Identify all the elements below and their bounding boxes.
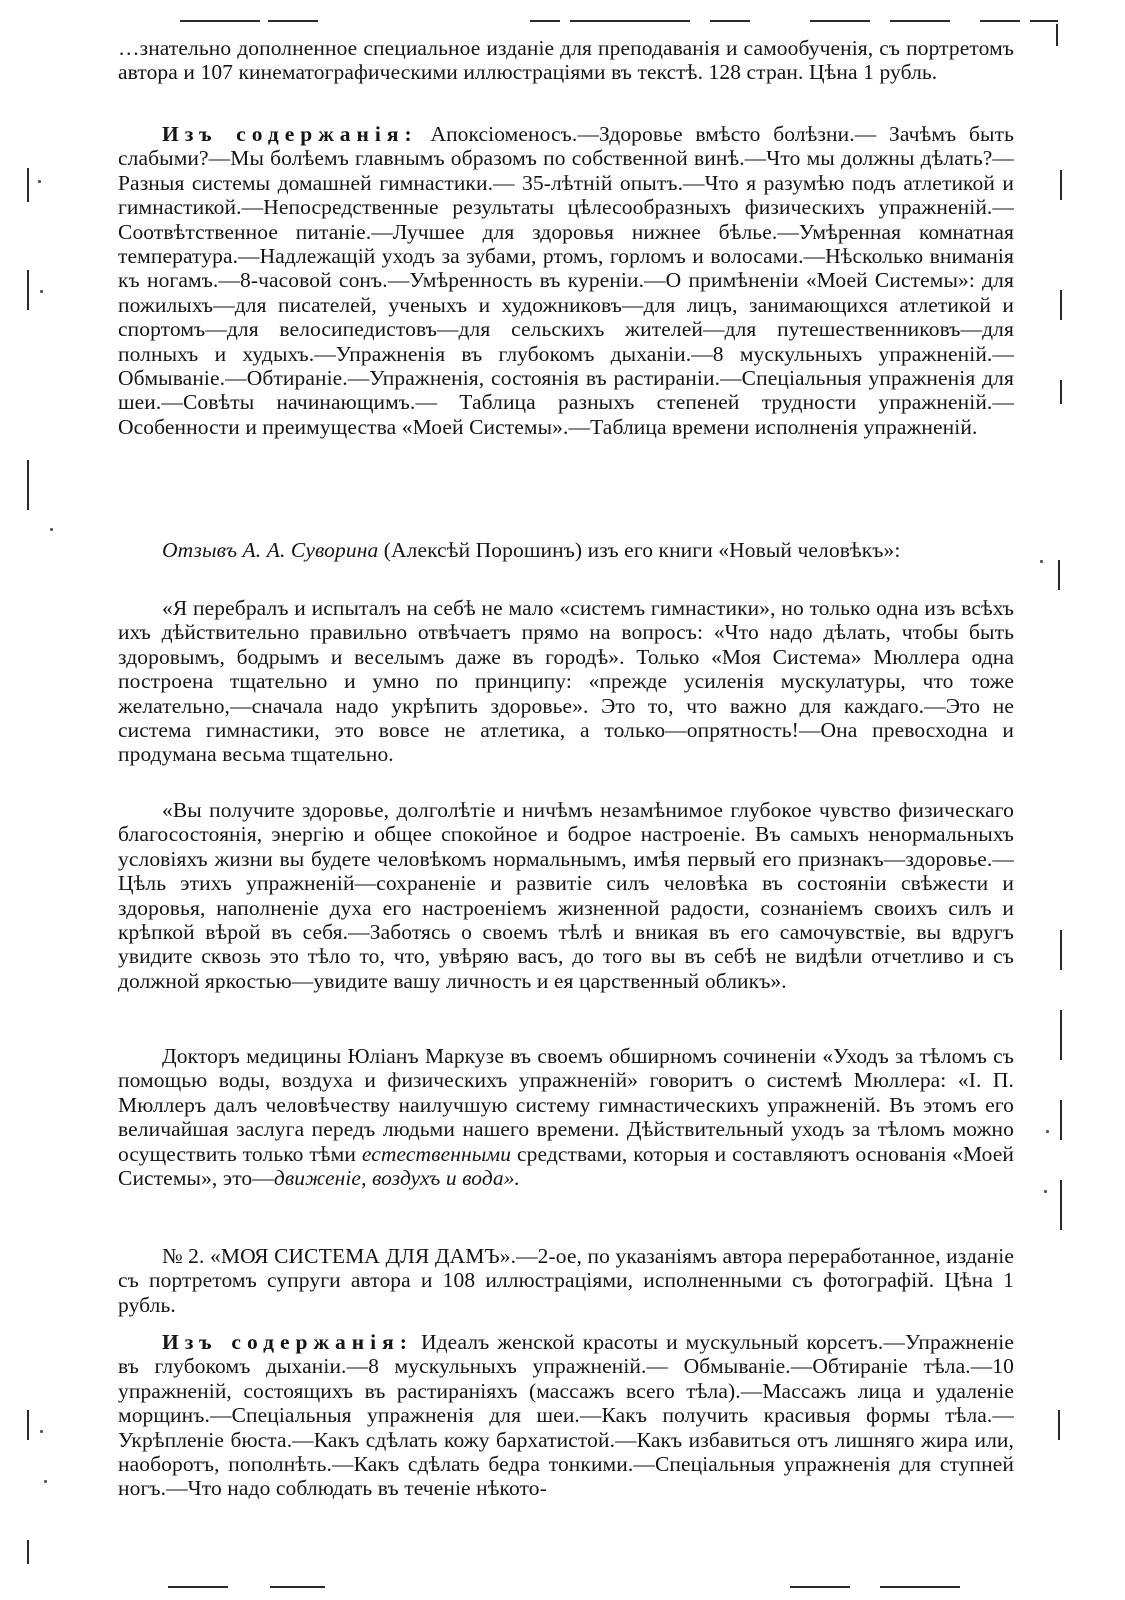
margin-mark bbox=[27, 1540, 29, 1564]
top-fragment-text: …знательно дополненное специальное изданіе для преподаванія и самообученія, съ портретомъ автора и 107 кинематографическими иллюстраціями въ текстѣ. 128 стран. Цѣна 1 рубль. bbox=[118, 36, 1014, 85]
scan-dash bbox=[268, 20, 318, 22]
contents-paragraph-1 bbox=[118, 122, 1014, 439]
speck bbox=[1046, 1130, 1049, 1133]
speck bbox=[40, 1430, 43, 1433]
scan-dash bbox=[890, 20, 950, 22]
scan-dash bbox=[270, 1586, 325, 1588]
doctor-italic-1: естественными bbox=[361, 1141, 512, 1166]
book-2-section bbox=[118, 1244, 1014, 1317]
contents-text-2: Идеалъ женской красоты и мускульный корсетъ.—Упражненіе въ глубокомъ дыханіи.—8 мускульныхъ упражненій.— Обмываніе.—Обтираніе тѣла.—10 упражненій, состоящихъ въ растираніяхъ (массажъ всего тѣла).—Массажъ лица и удаленіе морщинъ.—Спеціальныя упражненія для шеи.—Какъ получить красивыя формы тѣла.—Укрѣпленіе бюста.—Какъ сдѣлать кожу бархатистой.—Какъ избавиться отъ лишняго жира или, наоборотъ, пополнѣть.—Какъ сдѣлать бедра тонкими.—Спеціальныя упражненія для ступней ногъ.—Что надо соблюдать въ теченіе нѣкото- bbox=[118, 1330, 1014, 1501]
speck bbox=[38, 180, 41, 183]
scan-line bbox=[1056, 24, 1058, 46]
margin-mark bbox=[1060, 930, 1062, 970]
scan-dash bbox=[880, 1586, 960, 1588]
scan-dash bbox=[980, 20, 1020, 22]
margin-mark bbox=[1058, 1410, 1060, 1440]
review-source: (Алексѣй Порошинъ) изъ его книги «Новый человѣкъ»: bbox=[383, 538, 901, 562]
doctor-text-2: средствами, которыя и составляютъ основанія «Моей Системы», это— bbox=[118, 1141, 1014, 1191]
scan-dash bbox=[180, 20, 260, 22]
review-section bbox=[118, 538, 1014, 562]
scan-dash bbox=[168, 1586, 228, 1588]
scan-dash bbox=[810, 20, 870, 22]
contents-section-1 bbox=[118, 122, 1014, 439]
speck bbox=[50, 528, 53, 531]
speck bbox=[1044, 1190, 1047, 1193]
doctor-paragraph bbox=[118, 1044, 1014, 1190]
margin-mark bbox=[1060, 1100, 1062, 1140]
margin-mark bbox=[1060, 170, 1062, 200]
scan-dash bbox=[790, 1586, 850, 1588]
margin-mark bbox=[1060, 1180, 1062, 1230]
contents-section-2 bbox=[118, 1330, 1014, 1501]
scan-dash bbox=[710, 20, 750, 22]
quote-1: «Я перебралъ и испыталъ на себѣ не мало «системъ гимнастики», но только одна изъ всѣхъ ихъ дѣйствительно правильно отвѣчаетъ прямо на вопросъ: «Что надо дѣлать, чтобы быть здоровымъ, бодрымъ и веселымъ даже въ городѣ». Только «Моя Система» Мюллера одна построена тщательно и умно по принципу: «прежде усиленія мускулатуры, что тоже желательно,—сначала надо укрѣпить здоровье». Это то, что важно для каждаго.—Это не система гимнастики, это вовсе не атлетика, а только—опрятность!—Она превосходна и продумана весьма тщательно. bbox=[118, 596, 1014, 767]
quote-2: «Вы получите здоровье, долголѣтіе и ничѣмъ незамѣнимое глубокое чувство физическаго благосостоянія, энергію и общее спокойное и бодрое настроеніе. Въ самыхъ ненормальныхъ условіяхъ жизни вы будете человѣкомъ нормальнымъ, имѣя первый его признакъ—здоровье.—Цѣль этихъ упражненій—сохраненіе и развитіе силъ человѣка въ состояніи свѣжести и здоровья, наполненіе духа его настроеніемъ жизненной радости, сознаніемъ своихъ силъ и крѣпкой вѣрой въ себя.—Заботясь о своемъ тѣлѣ и вникая въ его самочувствіе, вы вдругъ увидите сквозь это тѣло то, что, увѣряю васъ, до того вы въ себѣ не видѣли отчетливо и съ должной яркостью—увидите вашу личность и ея царственный обликъ». bbox=[118, 798, 1014, 993]
scan-dash bbox=[570, 20, 690, 22]
speck bbox=[40, 290, 43, 293]
margin-mark bbox=[27, 270, 29, 310]
margin-mark bbox=[1060, 380, 1062, 404]
contents-label-2: Изъ содержанія: bbox=[162, 1330, 413, 1354]
quote-1-section bbox=[118, 596, 1014, 767]
margin-mark bbox=[27, 1410, 29, 1440]
doctor-section bbox=[118, 1044, 1014, 1190]
top-fragment bbox=[118, 36, 1014, 85]
book-2-heading: № 2. «МОЯ СИСТЕМА ДЛЯ ДАМЪ».—2-ое, по указаніямъ автора переработанное, изданіе съ портретомъ супруги автора и 108 иллюстраціями, исполненными съ фотографій. Цѣна 1 рубль. bbox=[118, 1244, 1014, 1317]
review-author: Отзывъ А. А. Суворина bbox=[162, 538, 379, 562]
contents-paragraph-2 bbox=[118, 1330, 1014, 1501]
review-heading bbox=[118, 538, 1014, 562]
doctor-text: Докторъ медицины Юліанъ Маркузе въ своемъ обширномъ сочиненіи «Уходъ за тѣломъ съ помощью воды, воздуха и физическихъ упражненій» говоритъ о системѣ Мюллера: «І. П. Мюллеръ далъ человѣчеству наилучшую систему гимнастическихъ упражненій. Въ этомъ его величайшая заслуга передъ людьми нашего времени. Дѣйствительный уходъ за тѣломъ можно осуществить только тѣми bbox=[118, 1044, 1014, 1166]
margin-mark bbox=[1060, 1010, 1062, 1060]
margin-mark bbox=[27, 168, 29, 202]
doctor-italic-2: движеніе, воздухъ и вода». bbox=[273, 1166, 521, 1191]
margin-mark bbox=[1058, 560, 1060, 590]
scan-dash bbox=[530, 20, 560, 22]
speck bbox=[44, 1480, 47, 1483]
margin-mark bbox=[27, 460, 29, 510]
contents-label-1: Изъ содержанія: bbox=[162, 122, 418, 146]
speck bbox=[1040, 560, 1043, 563]
margin-mark bbox=[1060, 290, 1062, 320]
scan-dash bbox=[1030, 20, 1058, 22]
contents-text-1: Апоксіоменосъ.—Здоровье вмѣсто болѣзни.— Зачѣмъ быть слабыми?—Мы болѣемъ главнымъ образомъ по собственной винѣ.—Что мы должны дѣлать?—Разныя системы домашней гимнастики.— 35-лѣтній опытъ.—Что я разумѣю подъ атлетикой и гимнастикой.—Непосредственные результаты цѣлесообразныхъ физическихъ упражненій.—Соотвѣтственное питаніе.—Лучшее для здоровья нижнее бѣлье.—Умѣренная комнатная температура.—Надлежащій уходъ за зубами, ртомъ, горломъ и волосами.—Нѣсколько вниманія къ ногамъ.—8-часовой сонъ.—Умѣренность въ куреніи.—О примѣненіи «Моей Системы»: для пожилыхъ—для писателей, ученыхъ и художниковъ—для лицъ, занимающихся атлетикой и спортомъ—для велосипедистовъ—для сельскихъ жителей—для путешественниковъ—для полныхъ и худыхъ.—Упражненія въ глубокомъ дыханіи.—8 мускульныхъ упражненій.—Обмываніе.—Обтираніе.—Упражненія, состоянія въ растираніи.—Спеціальныя упражненія для шеи.—Совѣты начинающимъ.— Таблица разныхъ степеней трудности упражненій.—Особенности и преимущества «Моей Системы».—Таблица времени исполненія упражненій. bbox=[118, 122, 1014, 439]
quote-2-section bbox=[118, 798, 1014, 993]
